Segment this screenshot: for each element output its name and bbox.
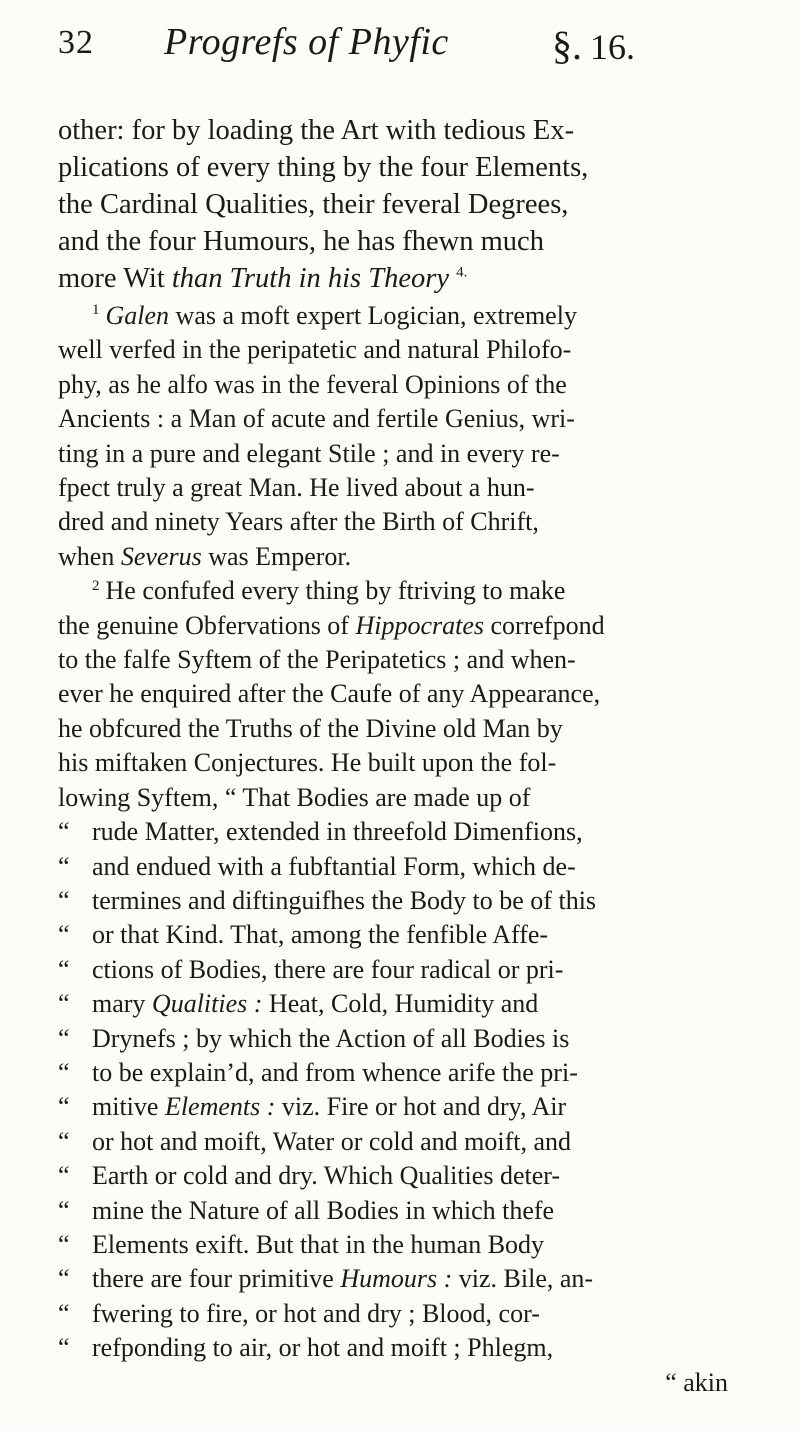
quote-mark: “ [58,1057,70,1087]
quote-mark: “ [58,1092,70,1122]
section-number: 16. [590,27,635,67]
quoted-line [58,1022,728,1056]
text-segment: mine the Nature of all Bodies in which thefe [92,1195,555,1225]
text-line: Ancients : a Man of acute and fertile Genius, wri- [58,404,575,434]
text-segment: when [58,541,121,571]
quoted-line [58,1228,728,1262]
quote-mark: “ [58,851,70,881]
quote-mark: “ [58,1126,70,1156]
body-text [58,112,728,1400]
italic-term: Qualities : [151,989,263,1019]
quote-mark: “ [58,1023,70,1053]
quoted-line [58,1125,728,1159]
italic-term: Elements : [164,1092,276,1122]
text-segment: was a moft expert Logician, extremely [169,301,577,330]
text-segment: Elements exift. But that in the human Body [92,1229,545,1259]
text-segment: to be explain’d, and from whence arife the pri- [92,1057,578,1087]
intro-paragraph [58,112,728,297]
quote-mark: “ [58,989,70,1019]
text-segment: He confufed every thing by ftriving to make [105,576,566,606]
text-line: to the falfe Syftem of the Peripatetics ; and when- [58,645,576,675]
text-segment: Heat, Cold, Humidity and [262,989,539,1019]
quote-mark: “ [58,1333,70,1363]
quoted-line [58,1331,728,1365]
person-name: Hippocrates [355,610,485,640]
running-title: Progrefs of Phyfic [164,21,449,63]
footnote-marker: 1 [92,302,100,319]
text-segment: mary [92,989,152,1019]
text-line [58,540,728,574]
text-segment: Drynefs ; by which the Action of all Bodies is [92,1023,570,1053]
text-segment: there are four primitive [92,1264,341,1294]
text-line: his miftaken Conjectures. He built upon the fol- [58,748,557,778]
text-line: dred and ninety Years after the Birth of Chrift, [58,507,539,537]
quote-mark: “ [58,1264,70,1294]
quoted-line [58,1297,728,1331]
text-line: he obfcured the Truths of the Divine old Man by [58,713,563,743]
text-segment: was Emperor. [201,541,352,571]
text-line [58,260,728,297]
quoted-line [58,1194,728,1228]
text-segment: fwering to fire, or hot and dry ; Blood, cor- [92,1298,540,1328]
text-segment: or that Kind. That, among the fenfible Affe- [92,920,549,950]
quoted-line [58,1056,728,1090]
quoted-line [58,1090,728,1124]
person-name: Severus [120,541,202,571]
text-segment: viz. Fire or hot and dry, Air [275,1092,567,1122]
quoted-line [58,953,728,987]
quote-mark: “ [58,885,70,915]
text-segment: the genuine Obfervations of [58,610,356,640]
quote-mark: “ [58,1298,70,1328]
section-mark [552,22,635,69]
quote-mark: “ [58,1195,70,1225]
text-line: the Cardinal Qualities, their feveral Degrees, [58,189,569,220]
footnote-marker: 2 [92,577,100,594]
text-segment: correfpond [484,610,605,640]
quote-mark: “ [58,954,70,984]
text-line: lowing Syftem, “ That Bodies are made up of [58,782,531,812]
text-segment: and endued with a fubftantial Form, which de- [92,851,576,881]
text-line [58,609,728,643]
page-header [58,14,698,74]
quoted-line [58,850,728,884]
text-segment: termines and diftinguifhes the Body to be of this [92,885,597,915]
text-segment: ctions of Bodies, there are four radical or pri- [92,954,564,984]
person-name: Galen [105,301,170,330]
text-segment: or hot and moift, Water or cold and moift, and [92,1126,572,1156]
text-segment: mitive [92,1092,165,1122]
italic-phrase: than Truth in his Theory [171,263,450,294]
text-segment: refponding to air, or hot and moift ; Phlegm, [92,1333,554,1363]
quote-mark: “ [58,920,70,950]
text-line: ever he enquired after the Caufe of any Appearance, [58,679,601,709]
text-line: phy, as he alfo was in the feveral Opinions of the [58,369,567,399]
text-segment: Earth or cold and dry. Which Qualities deter- [92,1161,561,1191]
italic-term: Humours : [340,1264,453,1294]
footnote-reference: 4. [456,264,468,281]
text-line: plications of every thing by the four Elements, [58,152,589,183]
footnote-1-first-line [58,299,728,333]
footnote-2-first-line [58,574,728,608]
page-number: 32 [58,24,94,61]
quote-mark: “ [58,817,70,847]
text-segment: viz. Bile, an- [452,1264,594,1294]
quoted-line [58,918,728,952]
quoted-line [58,987,728,1021]
text-line: fpect truly a great Man. He lived about a hun- [58,473,535,503]
quoted-line [58,1159,728,1193]
quote-mark: “ [58,1229,70,1259]
text-line: other: for by loading the Art with tedious Ex- [58,115,575,146]
quoted-system [58,815,728,1366]
text-segment: more Wit [58,263,172,294]
quoted-line [58,815,728,849]
quoted-line [58,884,728,918]
quoted-line [58,1262,728,1296]
section-symbol: §. [552,23,582,68]
text-line: ting in a pure and elegant Stile ; and in every re- [58,438,560,468]
catchword: “ akin [665,1367,728,1397]
text-line: and the four Humours, he has fhewn much [58,226,544,257]
footnotes [58,299,728,1400]
text-segment: rude Matter, extended in threefold Dimenfions, [92,817,583,847]
text-line: well verfed in the peripatetic and natural Philofo- [58,335,572,365]
quote-mark: “ [58,1161,70,1191]
